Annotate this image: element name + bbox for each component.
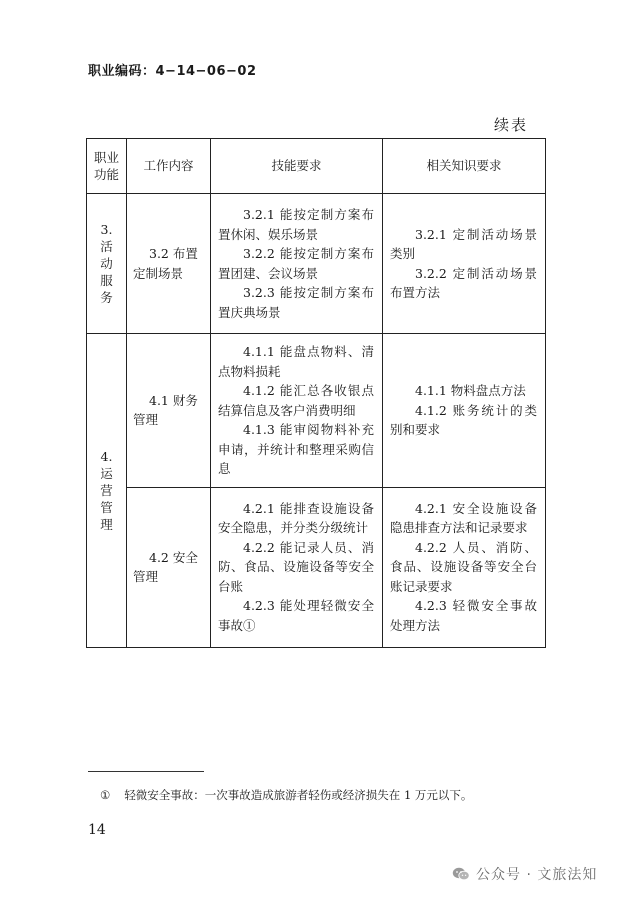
skill-item: 4.2.2 能记录人员、消防、食品、设施设备等安全台账: [218, 539, 374, 594]
footnote: [100, 787, 472, 803]
work-content-cell: [127, 194, 211, 334]
knowledge-cell: [383, 334, 546, 488]
work-line: 管理: [133, 569, 159, 584]
function-cell-4: [87, 334, 127, 648]
func-char: 3.: [100, 222, 113, 237]
wechat-icon: [452, 867, 470, 881]
page-number: 14: [88, 822, 106, 838]
work-line: 管理: [133, 412, 159, 428]
watermark: [452, 864, 597, 884]
skill-item: 4.1.1 能盘点物料、清点物料损耗: [218, 344, 374, 379]
knowledge-item: 4.1.2 账务统计的类别和要求: [390, 402, 537, 437]
footnote-divider: [88, 771, 204, 772]
knowledge-cell: [383, 487, 546, 647]
header-skill-requirements: 技能要求: [211, 139, 383, 194]
skill-item: 3.2.1 能按定制方案布置休闲、娱乐场景: [218, 207, 374, 242]
func-char: 4.: [100, 448, 113, 464]
skill-item: 4.1.3 能审阅物料补充申请，并统计和整理采购信息: [218, 422, 374, 476]
continued-label: 续表: [494, 116, 529, 134]
skill-item: 4.2.3 能处理轻微安全事故①: [218, 598, 374, 633]
watermark-text: 公众号 · 文旅法知: [476, 867, 598, 883]
knowledge-item: 4.1.1 物料盘点方法: [415, 383, 526, 398]
knowledge-item: 4.2.2 人员、消防、食品、设施设备等安全台账记录要求: [390, 539, 537, 594]
func-char: 运: [100, 465, 113, 481]
func-char: 动: [100, 256, 113, 271]
table-header-row: [87, 139, 546, 194]
skill-item: 4.1.2 能汇总各收银点结算信息及客户消费明细: [218, 383, 374, 418]
header-occupation-function: [87, 139, 127, 194]
func-char: 务: [100, 290, 113, 305]
func-char: 服: [100, 273, 113, 288]
work-line: 4.2 安全: [149, 549, 198, 565]
header-func-line1: 职业: [93, 150, 119, 165]
occupation-code: 职业编码：4−14−06−02: [88, 64, 257, 79]
work-content-cell: [127, 334, 211, 488]
header-knowledge-requirements: 相关知识要求: [383, 139, 546, 194]
func-char: 营: [100, 482, 113, 498]
skill-cell: [211, 334, 383, 488]
work-content-cell: [127, 487, 211, 647]
footnote-mark: ①: [100, 788, 111, 802]
knowledge-item: 4.2.3 轻微安全事故处理方法: [390, 598, 537, 633]
knowledge-item: 4.2.1 安全设施设备隐患排查方法和记录要求: [390, 500, 537, 536]
func-char: 活: [100, 239, 113, 254]
table-row: [87, 194, 546, 334]
footnote-text: 轻微安全事故：一次事故造成旅游者轻伤或经济损失在 1 万元以下。: [124, 788, 473, 802]
work-line: 定制场景: [133, 265, 184, 281]
header-work-content: 工作内容: [127, 139, 211, 194]
skill-item: 3.2.2 能按定制方案布置团建、会议场景: [218, 246, 374, 281]
header-func-line2: 功能: [93, 167, 119, 182]
skill-item: 4.2.1 能排查设施设备安全隐患，并分类分级统计: [218, 500, 374, 536]
function-cell-3: [87, 194, 127, 334]
func-char: 理: [100, 516, 113, 532]
knowledge-item: 3.2.1 定制活动场景类别: [390, 226, 537, 261]
func-char: 管: [100, 499, 113, 515]
table-row: [87, 487, 546, 647]
work-line: 4.1 财务: [149, 392, 198, 408]
requirements-table: [86, 138, 546, 648]
skill-cell: [211, 194, 383, 334]
skill-item: 3.2.3 能按定制方案布置庆典场景: [218, 285, 374, 320]
table-row: [87, 334, 546, 488]
knowledge-cell: [383, 194, 546, 334]
skill-cell: [211, 487, 383, 647]
work-line: 3.2 布置: [149, 246, 198, 261]
knowledge-item: 3.2.2 定制活动场景布置方法: [390, 265, 537, 300]
